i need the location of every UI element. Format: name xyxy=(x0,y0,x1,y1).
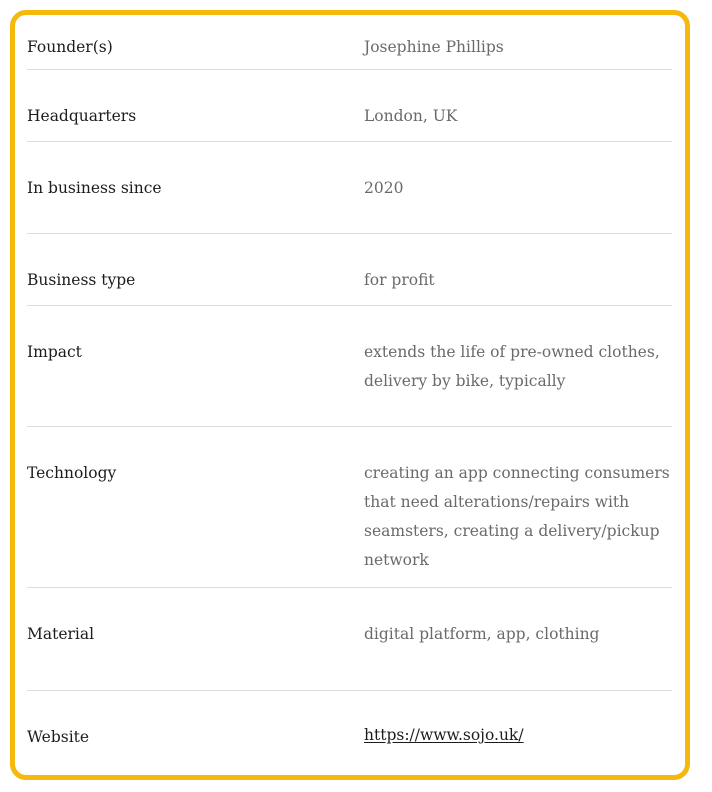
info-row-business-type xyxy=(27,234,672,306)
info-label: Founder(s) xyxy=(27,38,113,56)
info-value: for profit xyxy=(364,271,435,289)
info-row-in-business-since xyxy=(27,142,672,234)
info-value: Josephine Phillips xyxy=(364,38,504,56)
info-label: Impact xyxy=(27,343,82,361)
info-row-material xyxy=(27,588,672,691)
info-row-website xyxy=(27,691,672,775)
info-row-headquarters xyxy=(27,70,672,142)
info-value-container xyxy=(364,721,679,750)
info-value: digital platform, app, clothing xyxy=(364,625,600,643)
info-label: Headquarters xyxy=(27,107,137,125)
website-link[interactable]: https://www.sojo.uk/ xyxy=(364,726,524,744)
info-label: Material xyxy=(27,625,95,643)
info-row-founders xyxy=(27,15,672,70)
info-label: Technology xyxy=(27,464,117,482)
info-row-impact xyxy=(27,306,672,427)
info-label: In business since xyxy=(27,179,162,197)
info-value: extends the life of pre-owned clothes, delivery by bike, typically xyxy=(364,343,660,390)
info-label: Business type xyxy=(27,271,136,289)
info-value: 2020 xyxy=(364,179,404,197)
info-row-technology xyxy=(27,427,672,588)
company-info-card xyxy=(10,10,690,780)
info-label: Website xyxy=(27,728,90,746)
info-value: creating an app connecting consumers that need alterations/repairs with seamsters, creating a delivery/pickup network xyxy=(364,464,670,569)
info-value: London, UK xyxy=(364,107,458,125)
